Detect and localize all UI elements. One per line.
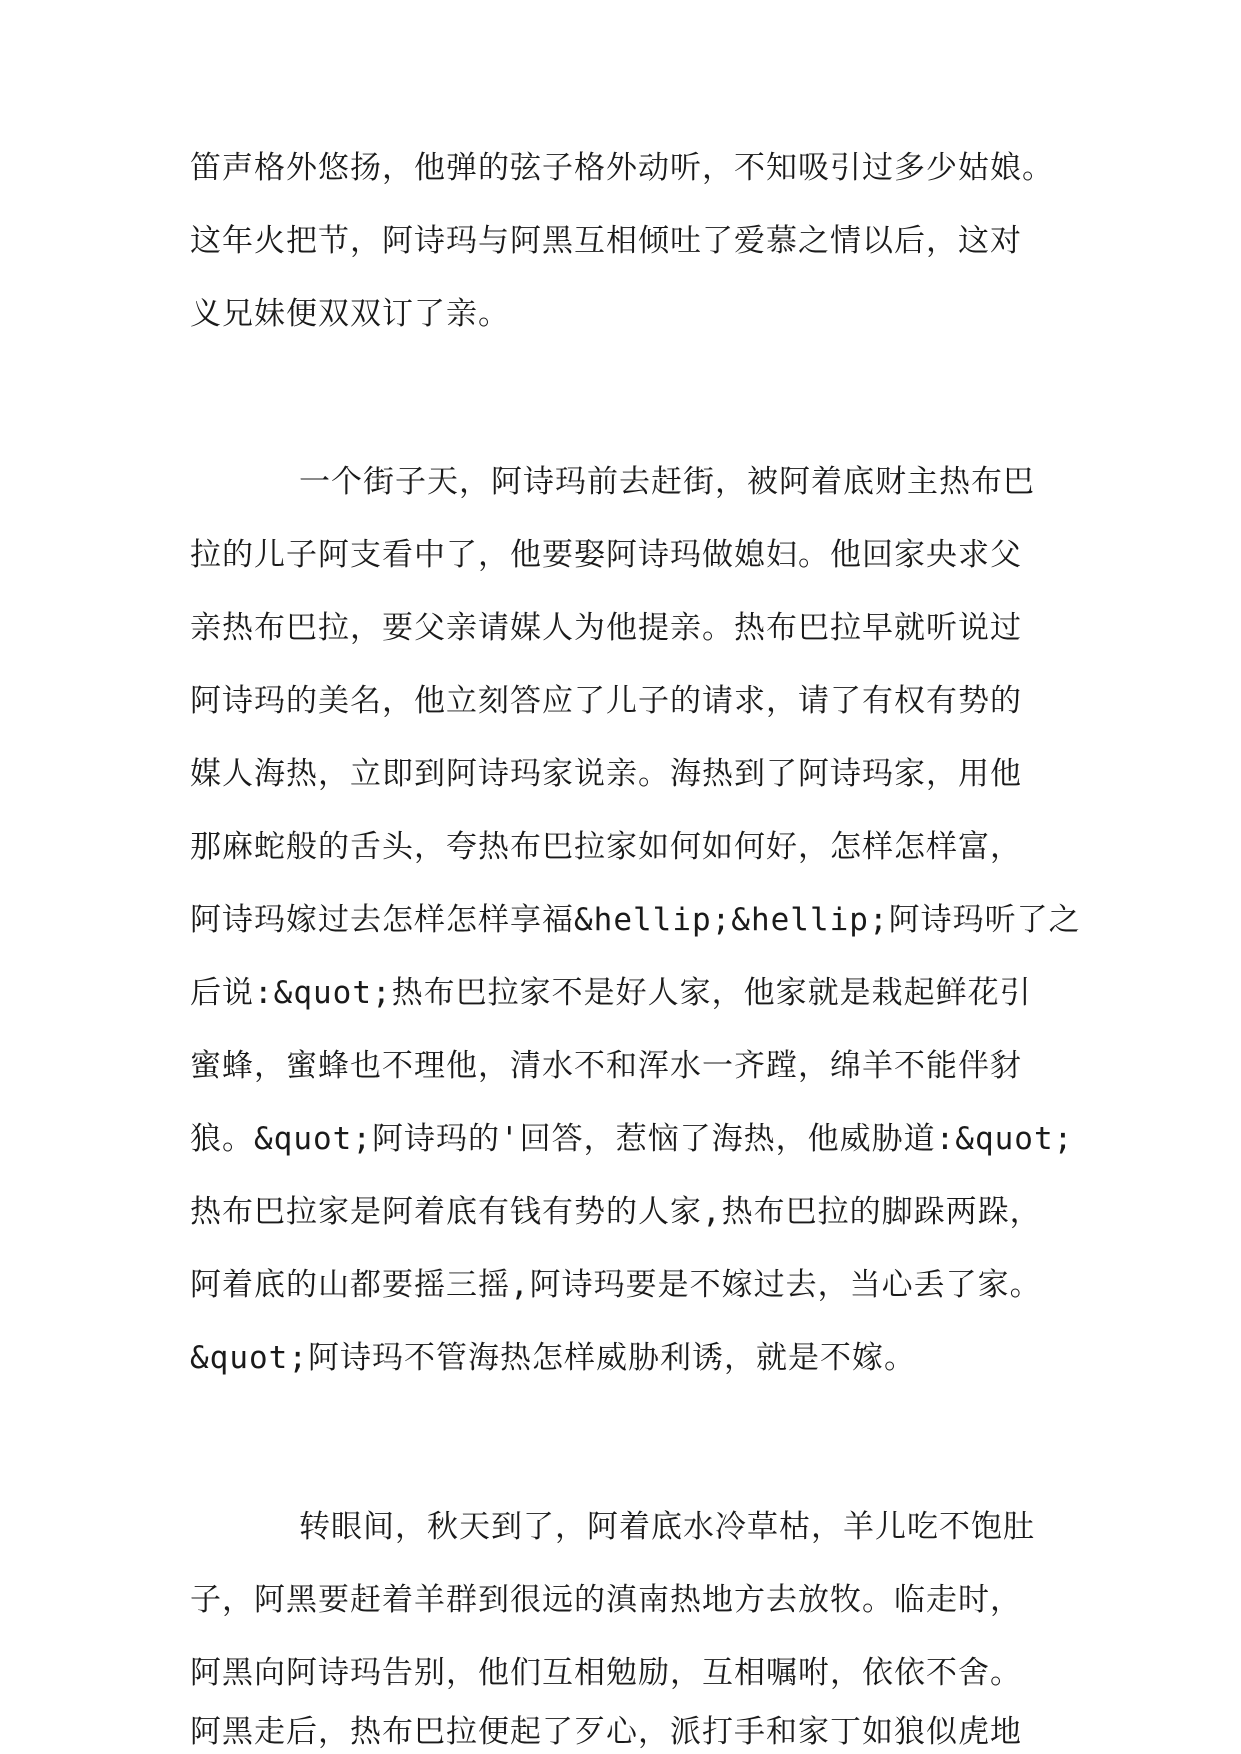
paragraph-2-line-4: 阿诗玛的美名，他立刻答应了儿子的请求，请了有权有势的 (190, 683, 1022, 719)
paragraph-2-line-7: 阿诗玛嫁过去怎样怎样享福&hellip;&hellip;阿诗玛听了之 (190, 902, 1081, 938)
paragraph-3-line-1: 转眼间，秋天到了，阿着底水冷草枯，羊儿吃不饱肚 (299, 1509, 1035, 1545)
paragraph-2-line-11: 热布巴拉家是阿着底有钱有势的人家,热布巴拉的脚跺两跺， (190, 1194, 1042, 1230)
paragraph-2-line-5: 媒人海热，立即到阿诗玛家说亲。海热到了阿诗玛家，用他 (190, 756, 1022, 792)
paragraph-2-line-3: 亲热布巴拉，要父亲请媒人为他提亲。热布巴拉早就听说过 (190, 610, 1022, 646)
paragraph-2-line-1: 一个街子天，阿诗玛前去赶街，被阿着底财主热布巴 (299, 464, 1035, 500)
paragraph-2-line-2: 拉的儿子阿支看中了，他要娶阿诗玛做媳妇。他回家央求父 (190, 537, 1022, 573)
paragraph-1-line-2: 这年火把节，阿诗玛与阿黑互相倾吐了爱慕之情以后，这对 (190, 223, 1022, 259)
paragraph-2-line-9: 蜜蜂，蜜蜂也不理他，清水不和浑水一齐蹚，绵羊不能伴豺 (190, 1048, 1022, 1084)
paragraph-3-line-2: 子，阿黑要赶着羊群到很远的滇南热地方去放牧。临走时， (190, 1582, 1022, 1618)
paragraph-2-line-6: 那麻蛇般的舌头，夸热布巴拉家如何如何好，怎样怎样富， (190, 829, 1022, 865)
paragraph-3-line-4: 阿黑走后，热布巴拉便起了歹心，派打手和家丁如狼似虎地 (190, 1714, 1022, 1750)
paragraph-1-line-1: 笛声格外悠扬，他弹的弦子格外动听，不知吸引过多少姑娘。 (190, 150, 1054, 186)
paragraph-2-line-10: 狼。&quot;阿诗玛的'回答，惹恼了海热，他威胁道:&quot; (190, 1121, 1074, 1157)
paragraph-2-line-13: &quot;阿诗玛不管海热怎样威胁利诱，就是不嫁。 (190, 1340, 916, 1376)
paragraph-2-line-12: 阿着底的山都要摇三摇,阿诗玛要是不嫁过去，当心丢了家。 (190, 1267, 1042, 1303)
paragraph-2-line-8: 后说:&quot;热布巴拉家不是好人家，他家就是栽起鲜花引 (190, 975, 1032, 1011)
paragraph-3-line-3: 阿黑向阿诗玛告别，他们互相勉励，互相嘱咐，依依不舍。 (190, 1655, 1022, 1691)
paragraph-1-line-3: 义兄妹便双双订了亲。 (190, 296, 510, 332)
